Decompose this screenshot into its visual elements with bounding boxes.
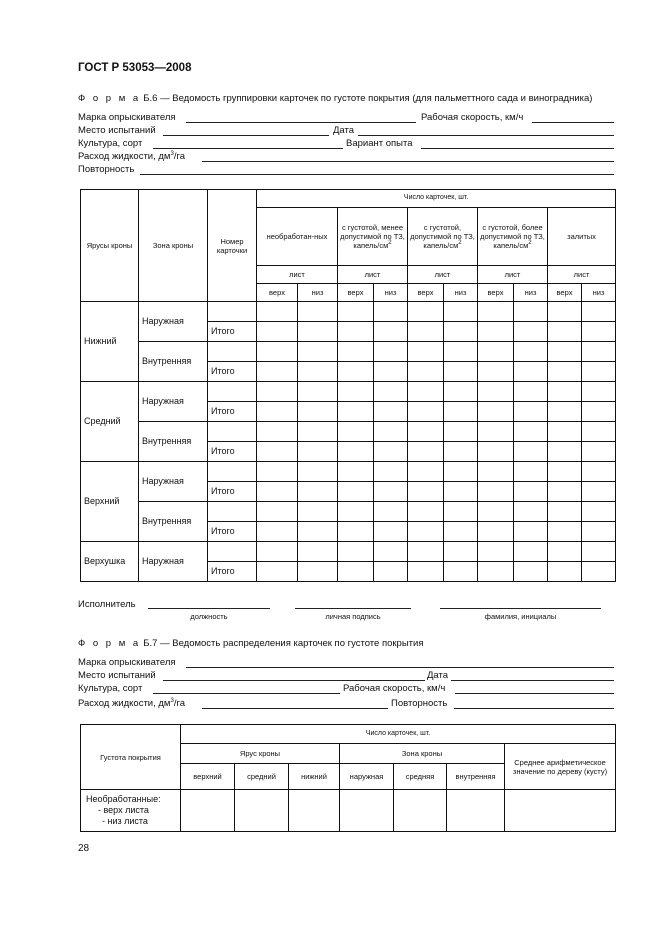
- grid-cell: [408, 542, 444, 562]
- grid-cell: [514, 522, 548, 542]
- grid-cell: [444, 542, 478, 562]
- grid-cell: [338, 482, 374, 502]
- b7-sprayer-label: Марка опрыскивателя: [78, 657, 176, 668]
- card-number-cell: [208, 422, 257, 442]
- grid-cell: [444, 422, 478, 442]
- grid-cell: [548, 462, 582, 482]
- grid-cell: [408, 362, 444, 382]
- grid-cell: [548, 322, 582, 342]
- sprayer-label: Марка опрыскивателя: [78, 112, 176, 123]
- table-b6: [80, 189, 616, 582]
- b7-speed-line: [455, 693, 614, 694]
- position-caption: должность: [190, 612, 228, 621]
- grid-cell: [298, 422, 338, 442]
- speed-label: Рабочая скорость, км/ч: [421, 112, 524, 123]
- grid-cell: [257, 502, 298, 522]
- grid-cell: [514, 502, 548, 522]
- grid-cell: [408, 502, 444, 522]
- grid-cell: [514, 542, 548, 562]
- date-label: Дата: [333, 125, 355, 136]
- grid-cell: [444, 442, 478, 462]
- grid-cell: [478, 442, 514, 462]
- b7-row-untreated: Необработанные: - верх листа - низ листа: [81, 790, 181, 832]
- b7-header-num-cards: Число карточек, шт.: [181, 725, 616, 744]
- zone-inner: Внутренняя: [139, 342, 208, 382]
- grid-cell: [514, 302, 548, 322]
- b7-cell: [447, 790, 505, 832]
- grid-cell: [374, 542, 408, 562]
- grid-cell: [514, 442, 548, 462]
- grid-cell: [548, 362, 582, 382]
- grid-cell: [444, 342, 478, 362]
- grid-cell: [374, 522, 408, 542]
- total-label: Итого: [208, 522, 257, 542]
- grid-cell: [548, 342, 582, 362]
- header-top: верх: [408, 284, 444, 302]
- grid-cell: [257, 302, 298, 322]
- total-label: Итого: [208, 402, 257, 422]
- grid-cell: [257, 382, 298, 402]
- grid-cell: [582, 302, 616, 322]
- grid-cell: [582, 402, 616, 422]
- grid-cell: [298, 482, 338, 502]
- grid-cell: [478, 522, 514, 542]
- grid-cell: [444, 462, 478, 482]
- grid-cell: [478, 502, 514, 522]
- grid-cell: [257, 402, 298, 422]
- grid-cell: [338, 422, 374, 442]
- zone-outer: Наружная: [139, 382, 208, 422]
- grid-cell: [408, 442, 444, 462]
- grid-cell: [338, 442, 374, 462]
- total-label: Итого: [208, 562, 257, 582]
- grid-cell: [257, 322, 298, 342]
- header-leaf: лист: [478, 266, 548, 284]
- signature-caption: личная подпись: [325, 612, 381, 621]
- grid-cell: [298, 322, 338, 342]
- grid-cell: [257, 462, 298, 482]
- grid-cell: [478, 422, 514, 442]
- grid-cell: [298, 402, 338, 422]
- b7-cell: [394, 790, 447, 832]
- grid-cell: [257, 362, 298, 382]
- grid-cell: [408, 302, 444, 322]
- grid-cell: [338, 362, 374, 382]
- b7-place-line: [163, 680, 425, 681]
- repeat-label: Повторность: [78, 164, 135, 175]
- date-line: [358, 135, 614, 136]
- grid-cell: [374, 382, 408, 402]
- b7-date-label: Дата: [427, 670, 449, 681]
- grid-cell: [298, 362, 338, 382]
- grid-cell: [582, 462, 616, 482]
- grid-cell: [444, 402, 478, 422]
- grid-cell: [444, 362, 478, 382]
- grid-cell: [374, 342, 408, 362]
- grid-cell: [298, 302, 338, 322]
- grid-cell: [408, 522, 444, 542]
- grid-cell: [444, 382, 478, 402]
- grid-cell: [257, 522, 298, 542]
- sprayer-line: [186, 122, 416, 123]
- grid-cell: [478, 462, 514, 482]
- grid-cell: [408, 422, 444, 442]
- grid-cell: [582, 422, 616, 442]
- b7-header-upper: верхний: [181, 764, 235, 790]
- grid-cell: [478, 362, 514, 382]
- b7-speed-label: Рабочая скорость, км/ч: [343, 683, 446, 694]
- b7-header-density: Густота покрытия: [81, 725, 181, 790]
- grid-cell: [582, 542, 616, 562]
- card-number-cell: [208, 542, 257, 562]
- grid-cell: [408, 382, 444, 402]
- grid-cell: [548, 542, 582, 562]
- grid-cell: [408, 562, 444, 582]
- total-label: Итого: [208, 482, 257, 502]
- grid-cell: [514, 462, 548, 482]
- grid-cell: [338, 542, 374, 562]
- grid-cell: [548, 502, 582, 522]
- grid-cell: [582, 522, 616, 542]
- grid-cell: [514, 562, 548, 582]
- grid-cell: [374, 322, 408, 342]
- grid-cell: [444, 562, 478, 582]
- b7-header-middle: средний: [235, 764, 289, 790]
- grid-cell: [408, 462, 444, 482]
- grid-cell: [548, 522, 582, 542]
- zone-inner: Внутренняя: [139, 502, 208, 542]
- grid-cell: [478, 482, 514, 502]
- b7-repeat-label: Повторность: [391, 698, 448, 709]
- grid-cell: [444, 322, 478, 342]
- culture-line: [153, 148, 343, 149]
- grid-cell: [548, 562, 582, 582]
- header-tiers: Ярусы кроны: [81, 190, 139, 302]
- grid-cell: [444, 522, 478, 542]
- card-number-cell: [208, 302, 257, 322]
- b7-date-line: [451, 680, 614, 681]
- grid-cell: [257, 422, 298, 442]
- grid-cell: [478, 322, 514, 342]
- card-number-cell: [208, 342, 257, 362]
- header-top: верх: [478, 284, 514, 302]
- b7-header-zone-group: Зона кроны: [340, 744, 505, 764]
- header-num-cards: Число карточек, шт.: [257, 190, 616, 208]
- header-leaf: лист: [257, 266, 338, 284]
- card-number-cell: [208, 462, 257, 482]
- table-b6-body: [81, 302, 616, 582]
- b7-header-mid: средняя: [394, 764, 447, 790]
- header-bottom: низ: [514, 284, 548, 302]
- grid-cell: [374, 462, 408, 482]
- grid-cell: [582, 482, 616, 502]
- grid-cell: [338, 562, 374, 582]
- grid-cell: [257, 482, 298, 502]
- grid-cell: [338, 462, 374, 482]
- variant-line: [421, 148, 614, 149]
- b7-culture-line: [153, 693, 340, 694]
- tier-label: Средний: [81, 382, 139, 462]
- header-bottom: низ: [444, 284, 478, 302]
- header-top: верх: [338, 284, 374, 302]
- header-allowed: с густотой, допустимой по ТЗ, капель/$см^2$: [408, 208, 478, 266]
- grid-cell: [338, 502, 374, 522]
- speed-line: [532, 122, 614, 123]
- b7-header-lower: нижний: [289, 764, 340, 790]
- grid-cell: [408, 482, 444, 502]
- grid-cell: [514, 362, 548, 382]
- grid-cell: [257, 342, 298, 362]
- grid-cell: [514, 322, 548, 342]
- repeat-line: [140, 174, 614, 175]
- grid-cell: [374, 502, 408, 522]
- place-label: Место испытаний: [78, 125, 156, 136]
- grid-cell: [257, 442, 298, 462]
- grid-cell: [514, 382, 548, 402]
- variant-label: Вариант опыта: [346, 138, 413, 149]
- header-zone: Зона кроны: [139, 190, 208, 302]
- grid-cell: [374, 562, 408, 582]
- b7-cell: [289, 790, 340, 832]
- grid-cell: [408, 342, 444, 362]
- header-untreated: необработан-ных: [257, 208, 338, 266]
- b7-header-inner: внутренняя: [447, 764, 505, 790]
- grid-cell: [548, 442, 582, 462]
- grid-cell: [514, 482, 548, 502]
- b7-sprayer-line: [186, 667, 614, 668]
- grid-cell: [374, 302, 408, 322]
- zone-outer: Наружная: [139, 302, 208, 342]
- grid-cell: [444, 302, 478, 322]
- executor-label: Исполнитель: [78, 599, 136, 610]
- form-b7-title: Ф о р м а Б.7 — Ведомость распределения карточек по густоте покрытия: [78, 638, 424, 649]
- grid-cell: [298, 442, 338, 462]
- page-number: 28: [78, 843, 90, 854]
- b7-culture-label: Культура, сорт: [78, 683, 143, 694]
- place-line: [163, 135, 329, 136]
- grid-cell: [582, 562, 616, 582]
- culture-label: Культура, сорт: [78, 138, 143, 149]
- grid-cell: [548, 402, 582, 422]
- grid-cell: [514, 402, 548, 422]
- header-card-number: Номер карточки: [208, 190, 257, 302]
- flow-line: [202, 161, 614, 162]
- tier-label: Нижний: [81, 302, 139, 382]
- grid-cell: [548, 482, 582, 502]
- b7-flow-label: Расход жидкости, $дм^3/га$: [78, 698, 185, 709]
- name-line: [440, 608, 601, 609]
- header-bottom: низ: [298, 284, 338, 302]
- position-line: [148, 608, 270, 609]
- grid-cell: [444, 482, 478, 502]
- b7-header-average: Среднее арифметическое значение по дереву (кусту): [505, 744, 616, 790]
- b7-cell: [505, 790, 616, 832]
- grid-cell: [408, 322, 444, 342]
- grid-cell: [338, 382, 374, 402]
- grid-cell: [338, 402, 374, 422]
- header-leaf: лист: [338, 266, 408, 284]
- grid-cell: [298, 342, 338, 362]
- b7-cell: [181, 790, 235, 832]
- zone-outer: Наружная: [139, 542, 208, 582]
- tier-label: Верхушка: [81, 542, 139, 582]
- b7-place-label: Место испытаний: [78, 670, 156, 681]
- signature-line: [295, 608, 411, 609]
- header-leaf: лист: [408, 266, 478, 284]
- form-b6-title: Ф о р м а Б.6 — Ведомость группировки карточек по густоте покрытия (для пальметтного сада и виноградника): [78, 93, 593, 104]
- grid-cell: [257, 562, 298, 582]
- grid-cell: [298, 542, 338, 562]
- header-bottom: низ: [374, 284, 408, 302]
- header-below-allowed: с густотой, менее допустимой по ТЗ, капель/$см^2$: [338, 208, 408, 266]
- grid-cell: [548, 382, 582, 402]
- grid-cell: [298, 462, 338, 482]
- grid-cell: [338, 342, 374, 362]
- b7-header-outer: наружная: [340, 764, 394, 790]
- total-label: Итого: [208, 322, 257, 342]
- header-leaf: лист: [548, 266, 616, 284]
- b7-cell: [235, 790, 289, 832]
- grid-cell: [478, 302, 514, 322]
- grid-cell: [338, 322, 374, 342]
- header-top: верх: [548, 284, 582, 302]
- header-bottom: низ: [582, 284, 616, 302]
- table-b7: [80, 724, 616, 832]
- total-label: Итого: [208, 362, 257, 382]
- b7-cell: [340, 790, 394, 832]
- grid-cell: [478, 542, 514, 562]
- document-header: ГОСТ Р 53053—2008: [78, 62, 192, 74]
- grid-cell: [514, 342, 548, 362]
- grid-cell: [582, 322, 616, 342]
- grid-cell: [374, 482, 408, 502]
- grid-cell: [298, 502, 338, 522]
- card-number-cell: [208, 382, 257, 402]
- total-label: Итого: [208, 442, 257, 462]
- b7-flow-line: [202, 708, 388, 709]
- grid-cell: [338, 302, 374, 322]
- grid-cell: [444, 502, 478, 522]
- b7-header-tier-group: Ярус кроны: [181, 744, 340, 764]
- grid-cell: [374, 362, 408, 382]
- grid-cell: [338, 522, 374, 542]
- grid-cell: [298, 562, 338, 582]
- name-caption: фамилия, инициалы: [484, 612, 557, 621]
- grid-cell: [548, 422, 582, 442]
- flow-label: Расход жидкости, $дм^3/га$: [78, 151, 185, 162]
- grid-cell: [582, 442, 616, 462]
- card-number-cell: [208, 502, 257, 522]
- grid-cell: [478, 562, 514, 582]
- grid-cell: [298, 382, 338, 402]
- grid-cell: [582, 502, 616, 522]
- grid-cell: [582, 342, 616, 362]
- grid-cell: [374, 442, 408, 462]
- grid-cell: [478, 402, 514, 422]
- grid-cell: [257, 542, 298, 562]
- grid-cell: [298, 522, 338, 542]
- zone-outer: Наружная: [139, 462, 208, 502]
- header-flooded: залитых: [548, 208, 616, 266]
- grid-cell: [374, 402, 408, 422]
- grid-cell: [408, 402, 444, 422]
- header-above-allowed: с густотой, более допустимой по ТЗ, капель/$см^2$: [478, 208, 548, 266]
- tier-label: Верхний: [81, 462, 139, 542]
- zone-inner: Внутренняя: [139, 422, 208, 462]
- grid-cell: [478, 382, 514, 402]
- b7-repeat-line: [454, 708, 614, 709]
- grid-cell: [374, 422, 408, 442]
- grid-cell: [582, 382, 616, 402]
- grid-cell: [478, 342, 514, 362]
- header-top: верх: [257, 284, 298, 302]
- grid-cell: [582, 362, 616, 382]
- grid-cell: [514, 422, 548, 442]
- grid-cell: [548, 302, 582, 322]
